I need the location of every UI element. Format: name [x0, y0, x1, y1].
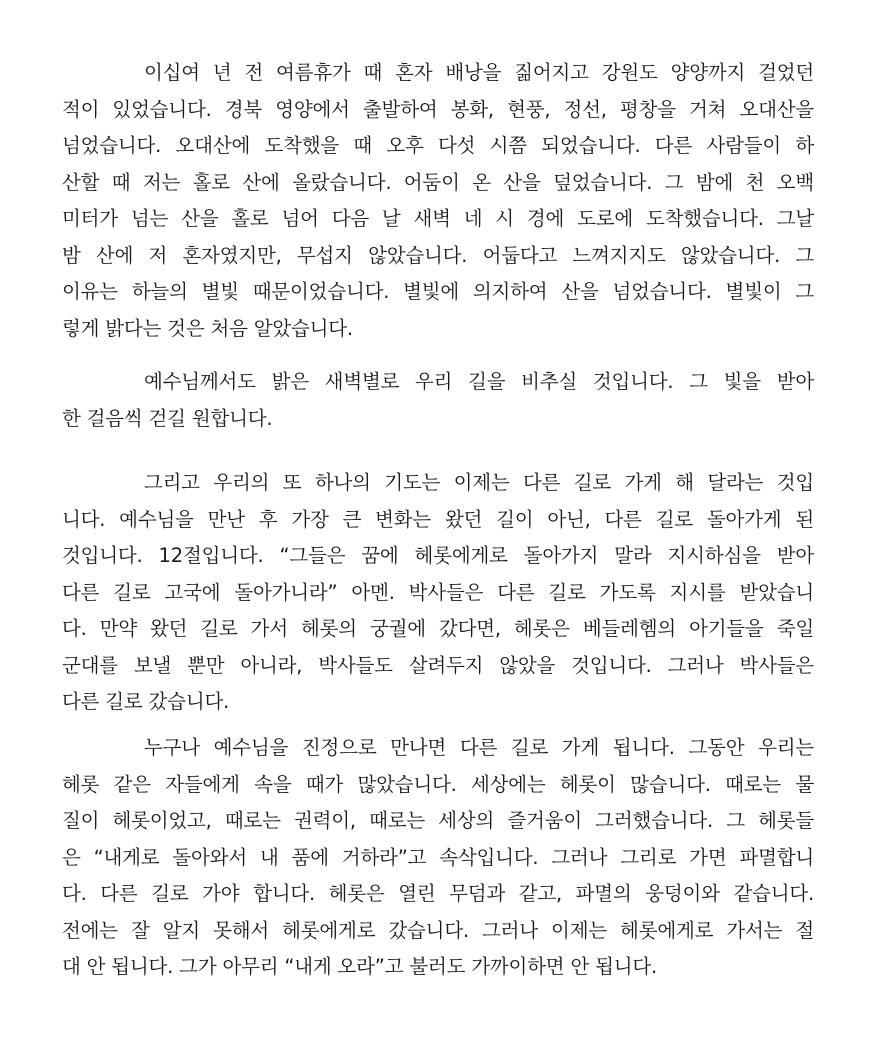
text-line: 이유는 하늘의 별빛 때문이었습니다. 별빛에 의지하여 산을 넘었습니다. 별빛이 그	[62, 280, 814, 303]
text-line: 산할 때 저는 홀로 산에 올랐습니다. 어둠이 온 산을 덮었습니다. 그 밤에 천 오백	[62, 170, 814, 194]
text-line: 이십여 년 전 여름휴가 때 혼자 배낭을 짊어지고 강원도 양양까지 걸었던	[144, 61, 814, 84]
text-line: 적이 있었습니다. 경북 영양에서 출발하여 봉화, 현풍, 정선, 평창을 거쳐 오대산을	[62, 97, 814, 121]
text-line: 렇게 밝다는 것은 처음 알았습니다.	[62, 316, 353, 340]
text-line: 한 걸음씩 걷길 원합니다.	[62, 406, 273, 430]
text-line: 니다. 예수님을 만난 후 가장 큰 변화는 왔던 길이 아닌, 다른 길로 돌아가게 된	[62, 507, 814, 531]
text-line: 헤롯 같은 자들에게 속을 때가 많았습니다. 세상에는 헤롯이 많습니다. 때로는 물	[62, 772, 814, 796]
text-line: 미터가 넘는 산을 홀로 넘어 다음 날 새벽 네 시 경에 도로에 도착했습니다. 그날	[62, 207, 814, 230]
text-line: 다. 다른 길로 가야 합니다. 헤롯은 열린 무덤과 같고, 파멸의 웅덩이와 같습니다.	[62, 882, 814, 905]
text-line: 전에는 잘 알지 못해서 헤롯에게로 갔습니다. 그러나 이제는 헤롯에게로 가서는 절	[62, 918, 814, 942]
text-line: 것입니다. 12절입니다. “그들은 꿈에 헤롯에게로 돌아가지 말라 지시하심을 받아	[62, 544, 814, 567]
paragraph-2	[62, 364, 814, 437]
text-line: 그리고 우리의 또 하나의 기도는 이제는 다른 길로 가게 해 달라는 것입	[144, 471, 814, 494]
text-line: 누구나 예수님을 진정으로 만나면 다른 길로 가게 됩니다. 그동안 우리는	[144, 736, 814, 759]
text-line: 은 “내게로 돌아와서 내 품에 거하라”고 속삭입니다. 그러나 그리로 가면 파멸합니	[62, 845, 814, 869]
paragraph-1	[62, 55, 814, 347]
paragraph-4	[62, 730, 814, 986]
paragraph-3	[62, 465, 814, 721]
text-line: 질이 헤롯이었고, 때로는 권력이, 때로는 세상의 즐거움이 그러했습니다. 그 헤롯들	[62, 809, 814, 832]
text-line: 넘었습니다. 오대산에 도착했을 때 오후 다섯 시쯤 되었습니다. 다른 사람들이 하	[62, 134, 814, 157]
text-line: 다. 만약 왔던 길로 가서 헤롯의 궁궐에 갔다면, 헤롯은 베들레헴의 아기들을 죽일	[62, 617, 814, 640]
text-line: 예수님께서도 밝은 새벽별로 우리 길을 비추실 것입니다. 그 빛을 받아	[144, 370, 814, 393]
text-line: 군대를 보낼 뿐만 아니라, 박사들도 살려두지 않았을 것입니다. 그러나 박사들은	[62, 653, 814, 677]
text-line: 다른 길로 고국에 돌아가니라” 아멘. 박사들은 다른 길로 가도록 지시를 받았습니	[62, 580, 814, 604]
text-line: 다른 길로 갔습니다.	[62, 690, 230, 713]
text-line: 밤 산에 저 혼자였지만, 무섭지 않았습니다. 어둡다고 느껴지지도 않았습니다. 그	[62, 243, 814, 267]
text-line: 대 안 됩니다. 그가 아무리 “내게 오라”고 불러도 가까이하면 안 됩니다.	[62, 955, 657, 978]
